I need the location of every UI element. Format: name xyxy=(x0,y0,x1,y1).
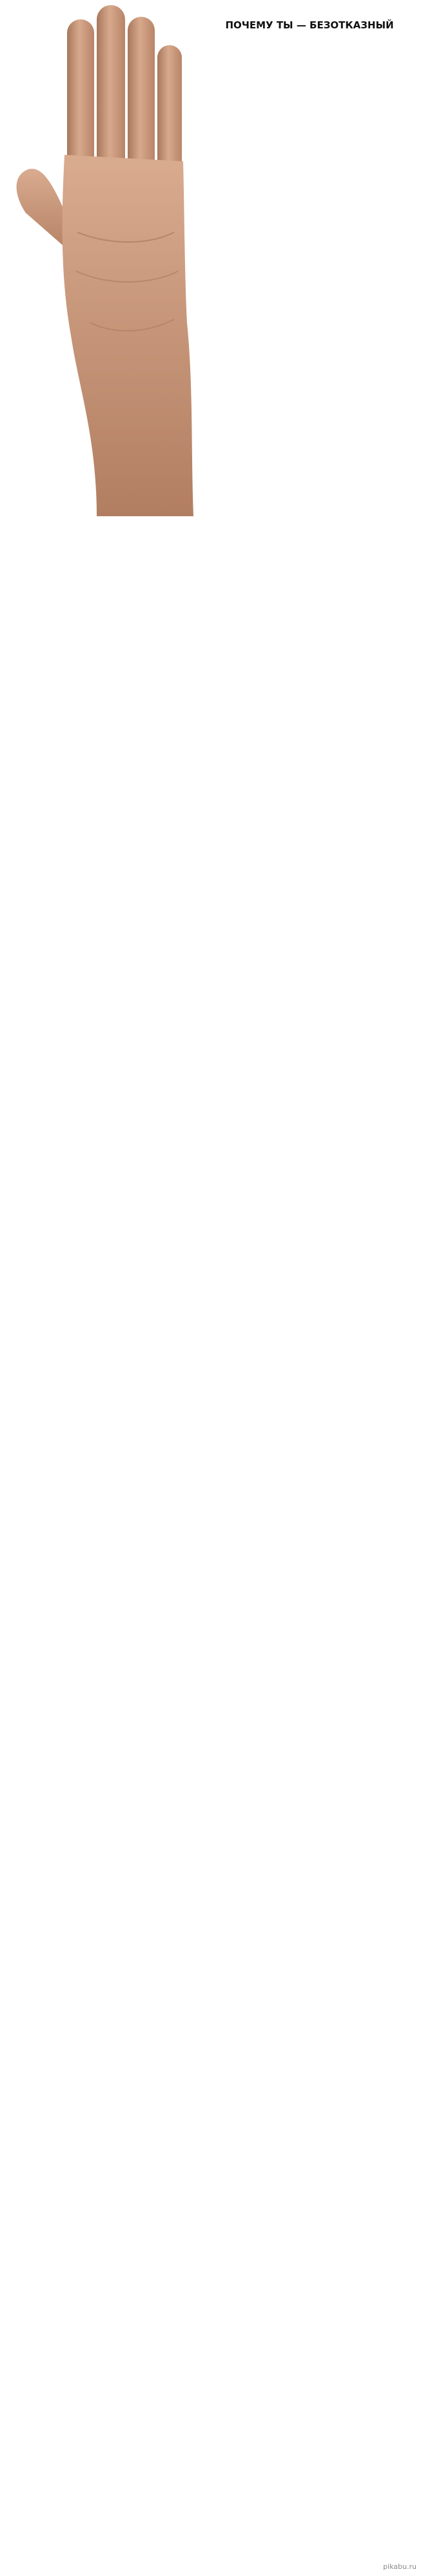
hero-section xyxy=(0,0,423,516)
article-content xyxy=(9,516,414,530)
site-watermark: pikabu.ru xyxy=(383,2562,417,2571)
hero-text-block xyxy=(213,19,406,43)
stop-palm-hand-photo xyxy=(0,0,213,516)
hero-title: ПОЧЕМУ ТЫ — БЕЗОТКАЗНЫЙ xyxy=(225,19,394,31)
